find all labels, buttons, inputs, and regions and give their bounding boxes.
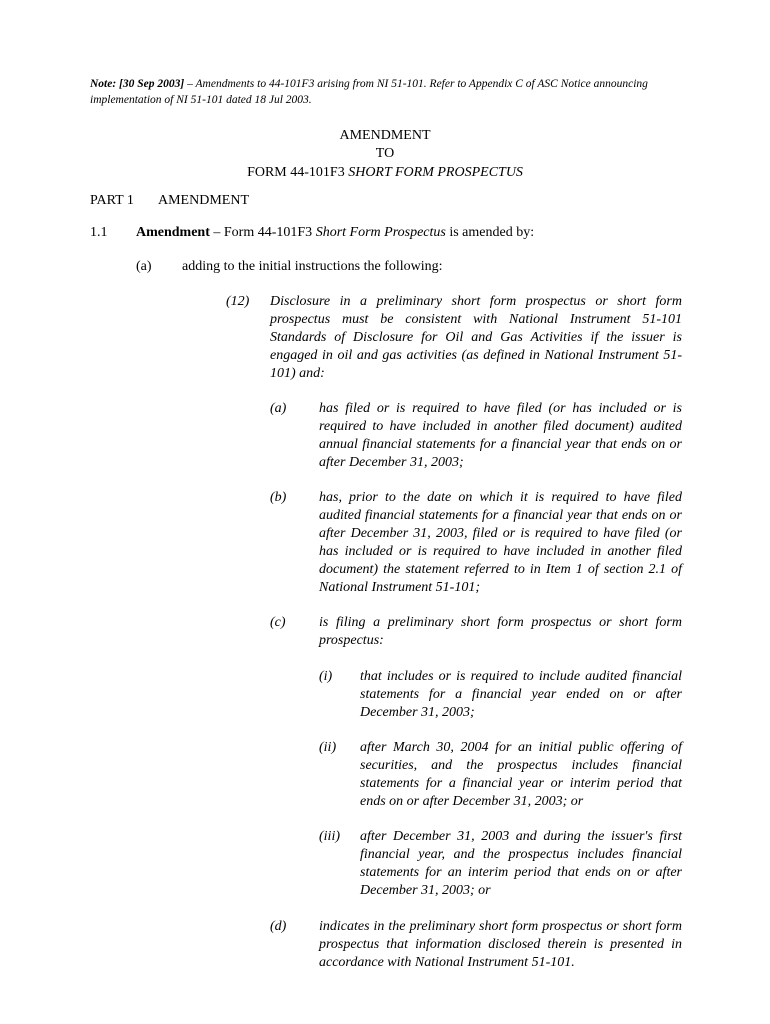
section-heading: Amendment bbox=[136, 225, 210, 240]
amendment-note bbox=[90, 76, 690, 108]
section-text-before: – Form 44-101F3 bbox=[209, 225, 316, 240]
section-number: 1.1 bbox=[90, 225, 108, 240]
subclause-i-label: (i) bbox=[319, 669, 333, 684]
part-number: PART 1 bbox=[90, 193, 134, 208]
title-form-number: FORM 44-101F3 bbox=[247, 165, 349, 180]
section-form-name: Short Form Prospectus bbox=[315, 225, 446, 240]
clause-a-text: has filed or is required to have filed (or has included or is required to have included in another filed document) audited annual financial statements for a financial year that ends on or after December 31, 2003; bbox=[319, 401, 682, 470]
subclause-i-text: that includes or is required to include audited financial statements for a financial year ended on or after December 31, 2003; bbox=[360, 669, 682, 720]
title-line-2: TO bbox=[375, 146, 395, 161]
subclause-iii-text: after December 31, 2003 and during the issuer's first financial year, and the prospectus includes financial statements for an interim period that ends on or after December 31, 2003; or bbox=[360, 829, 682, 898]
note-text: – Amendments to 44-101F3 arising from NI 51-101. Refer to Appendix C of ASC Notice announcing implementation of NI 51-101 dated 18 Jul 2003. bbox=[90, 78, 648, 106]
clause-d-label: (d) bbox=[270, 919, 287, 934]
subclause-ii-label: (ii) bbox=[319, 740, 337, 755]
clause-d-text: indicates in the preliminary short form prospectus or short form prospectus that information disclosed therein is presented in accordance with National Instrument 51-101. bbox=[319, 919, 682, 970]
item-a-text: adding to the initial instructions the following: bbox=[182, 259, 443, 274]
clause-c-label: (c) bbox=[270, 615, 286, 630]
instruction-12-text: Disclosure in a preliminary short form prospectus or short form prospectus must be consistent with National Instrument 51-101 Standards of Disclosure for Oil and Gas Activities if the issuer is engaged in oil and gas activities (as defined in National Instrument 51-101) and: bbox=[270, 294, 682, 381]
clause-b-label: (b) bbox=[270, 490, 287, 505]
subclause-iii-label: (iii) bbox=[319, 829, 340, 844]
clause-a-label: (a) bbox=[270, 401, 287, 416]
section-text bbox=[136, 224, 534, 241]
item-a-label: (a) bbox=[136, 259, 152, 274]
title-line-1: AMENDMENT bbox=[339, 128, 431, 143]
part-title: AMENDMENT bbox=[158, 193, 249, 208]
title-form-name: SHORT FORM PROSPECTUS bbox=[348, 165, 523, 180]
note-prefix: Note: [30 Sep 2003] bbox=[90, 78, 185, 90]
clause-c-text: is filing a preliminary short form prospectus or short form prospectus: bbox=[319, 615, 682, 648]
subclause-ii-text: after March 30, 2004 for an initial public offering of securities, and the prospectus includes financial statements for a financial year or interim period that ends on or after December 31, 2003; or bbox=[360, 740, 682, 809]
title-line-3 bbox=[0, 164, 770, 181]
section-text-after: is amended by: bbox=[445, 225, 535, 240]
instruction-12-label: (12) bbox=[226, 294, 250, 309]
clause-b-text: has, prior to the date on which it is required to have filed audited financial statements for a financial year that ends on or after December 31, 2003, filed or is required to have filed (or has included or is required to have included in another filed document) the statement referred to in Item 1 of section 2.1 of National Instrument 51-101; bbox=[319, 490, 682, 595]
